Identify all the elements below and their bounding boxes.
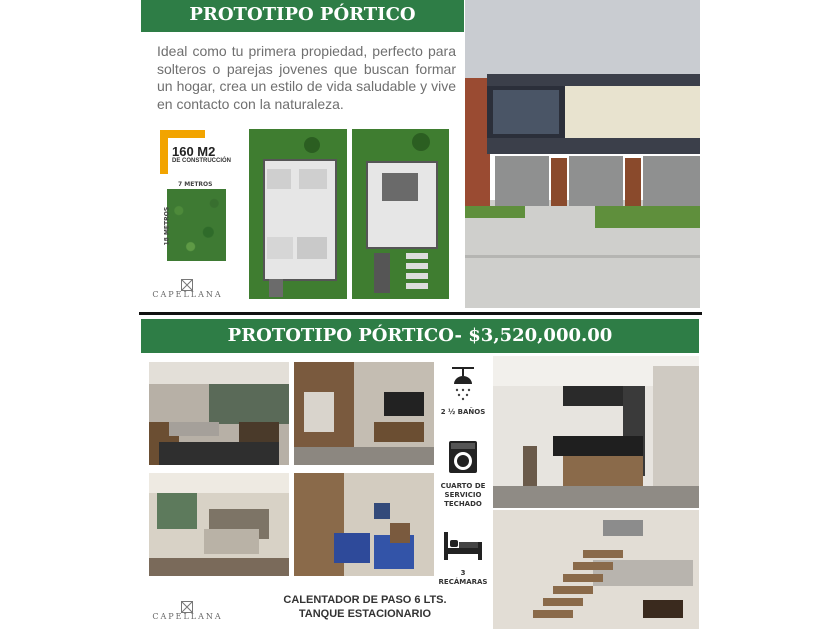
- lot-image: [167, 189, 226, 261]
- area-badge-bar-left: [160, 130, 168, 174]
- bed-icon: [442, 528, 484, 562]
- area-value: 160 M2: [172, 144, 216, 159]
- brand-logo-icon-bottom: [181, 598, 193, 610]
- feature-bedrooms-label: 3 RECÁMARAS: [438, 569, 488, 586]
- exterior-photo: [465, 0, 700, 308]
- staircase-photo: [493, 510, 699, 629]
- living-room-photo: [149, 362, 289, 465]
- lot-width-label: 7 METROS: [178, 181, 213, 188]
- features-column: [436, 362, 490, 586]
- kitchen-island-photo: [493, 356, 699, 508]
- floor-plan-ground: [249, 129, 347, 299]
- feature-service-label: CUARTO DE SERVICIO TECHADO: [440, 482, 486, 508]
- shower-icon: [448, 366, 478, 402]
- section-divider: [139, 312, 702, 315]
- brand-logo-icon: [181, 276, 193, 288]
- washing-machine-icon: [448, 440, 478, 474]
- note-water-heater: CALENTADOR DE PASO 6 LTS.: [283, 594, 447, 606]
- lot-depth-label: 18 METROS: [163, 206, 171, 246]
- kitchen-photo: [294, 362, 434, 465]
- brand-name-bottom: CAPELLANA: [152, 612, 223, 621]
- bedroom-photo-1: [149, 473, 289, 576]
- bottom-title: PROTOTIPO PÓRTICO- $3,520,000.00: [141, 319, 699, 353]
- area-caption: DE CONSTRUCCIÓN: [172, 158, 232, 164]
- bedroom-photo-2: [294, 473, 434, 576]
- feature-baths-label: 2 ½ BAÑOS: [440, 408, 486, 416]
- note-tank: TANQUE ESTACIONARIO: [298, 608, 432, 620]
- floor-plan-upper: [352, 129, 449, 299]
- top-description: Ideal como tu primera propiedad, perfecto para solteros o parejas jovenes que buscan formar un hogar, crea un estilo de vida saludable y vive en contacto con la naturaleza.: [157, 43, 456, 112]
- brand-name: CAPELLANA: [152, 290, 223, 299]
- top-title: PROTOTIPO PÓRTICO: [141, 0, 464, 32]
